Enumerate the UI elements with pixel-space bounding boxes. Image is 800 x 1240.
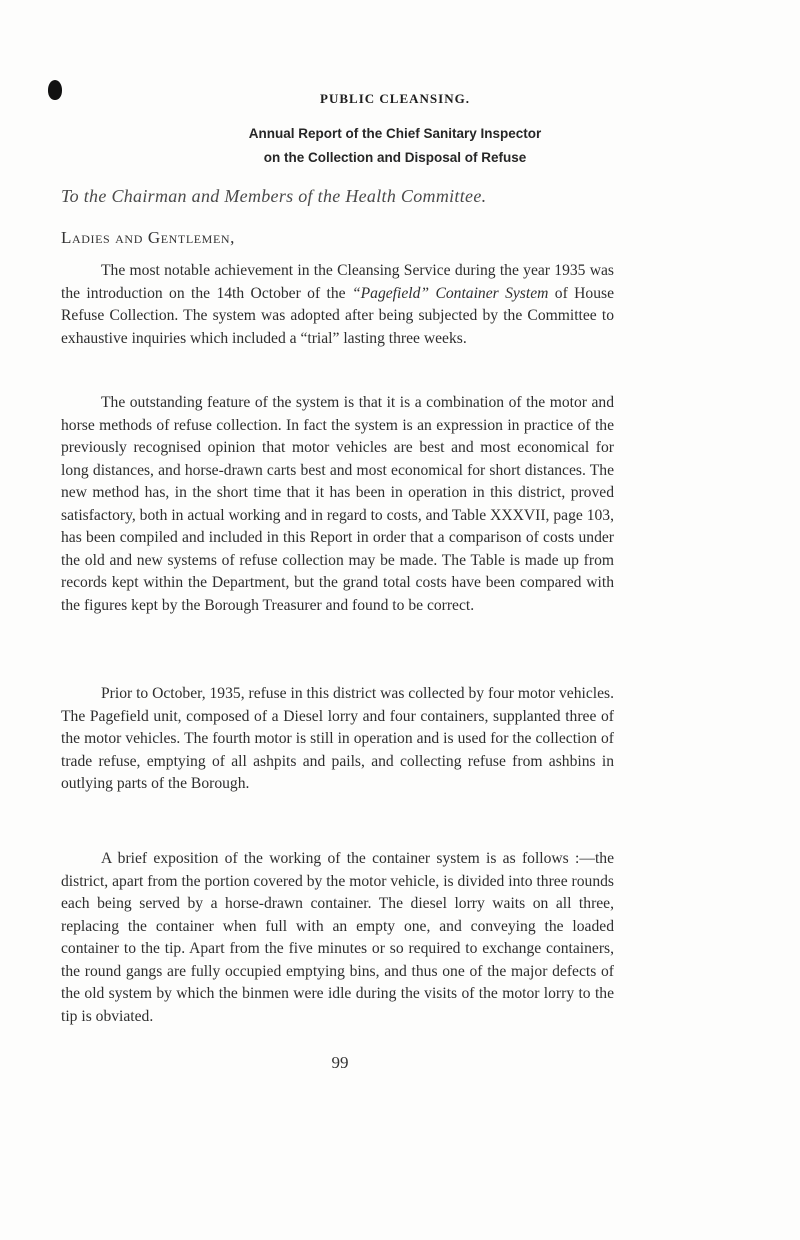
report-subtitle-line-2: on the Collection and Disposal of Refuse <box>263 150 527 165</box>
paragraph-1-text-a: The most notable achievement in the Cleansing Service during the year 1935 was the introduction on the 14th October of the <box>61 262 614 302</box>
report-subtitle-line-1: Annual Report of the Chief Sanitary Inspector <box>248 126 542 141</box>
paragraph-4: A brief exposition of the working of the container system is as follows :—the district, apart from the portion covered by the motor vehicle, is divided into three rounds each being served by a horse-drawn container. The diesel lorry waits on all three, replacing the container when full with an empty one, and conveying the loaded container to the tip. Apart from the five minutes or so required to exchange containers, the round gangs are fully occupied emptying bins, and thus one of the major defects of the old system by which the binmen were idle during the visits of the motor lorry to the tip is obviated. <box>61 850 614 1025</box>
salutation: Ladies and Gentlemen, <box>61 228 235 247</box>
paragraph-1 <box>61 260 614 350</box>
paragraph-3: Prior to October, 1935, refuse in this district was collected by four motor vehicles. The Pagefield unit, composed of a Diesel lorry and four containers, supplanted three of the motor vehicles. The fourth motor is still in operation and is used for the collection of trade refuse, emptying of all ashpits and pails, and collecting refuse from ashbins in outlying parts of the Borough. <box>61 685 614 792</box>
page-title: PUBLIC CLEANSING. <box>320 91 470 106</box>
paragraph-2: The outstanding feature of the system is that it is a combination of the motor and horse methods of refuse collection. In fact the system is an expression in practice of the previously recognised opinion that motor vehicles are best and most economical for long distances, and horse-drawn carts best and most economical for short distances. The new method has, in the short time that it has been in operation in this district, proved satisfactory, both in actual working and in regard to costs, and Table XXXVII, page 103, has been compiled and included in this Report in order that a comparison of costs under the old and new systems of refuse collection may be made. The Table is made up from records kept within the Department, but the grand total costs have been compared with the figures kept by the Borough Treasurer and found to be correct. <box>61 394 614 614</box>
paragraph-1-italic: “Pagefield” Container System <box>351 284 549 302</box>
paragraph-1-text-b: of House Refuse Collection. The system was adopted after being subjected by the Committee to exhaustive inquiries which included a “trial” lasting three weeks. <box>61 284 614 347</box>
address-line: To the Chairman and Members of the Health Committee. <box>61 186 487 206</box>
page-number: 99 <box>331 1053 349 1072</box>
